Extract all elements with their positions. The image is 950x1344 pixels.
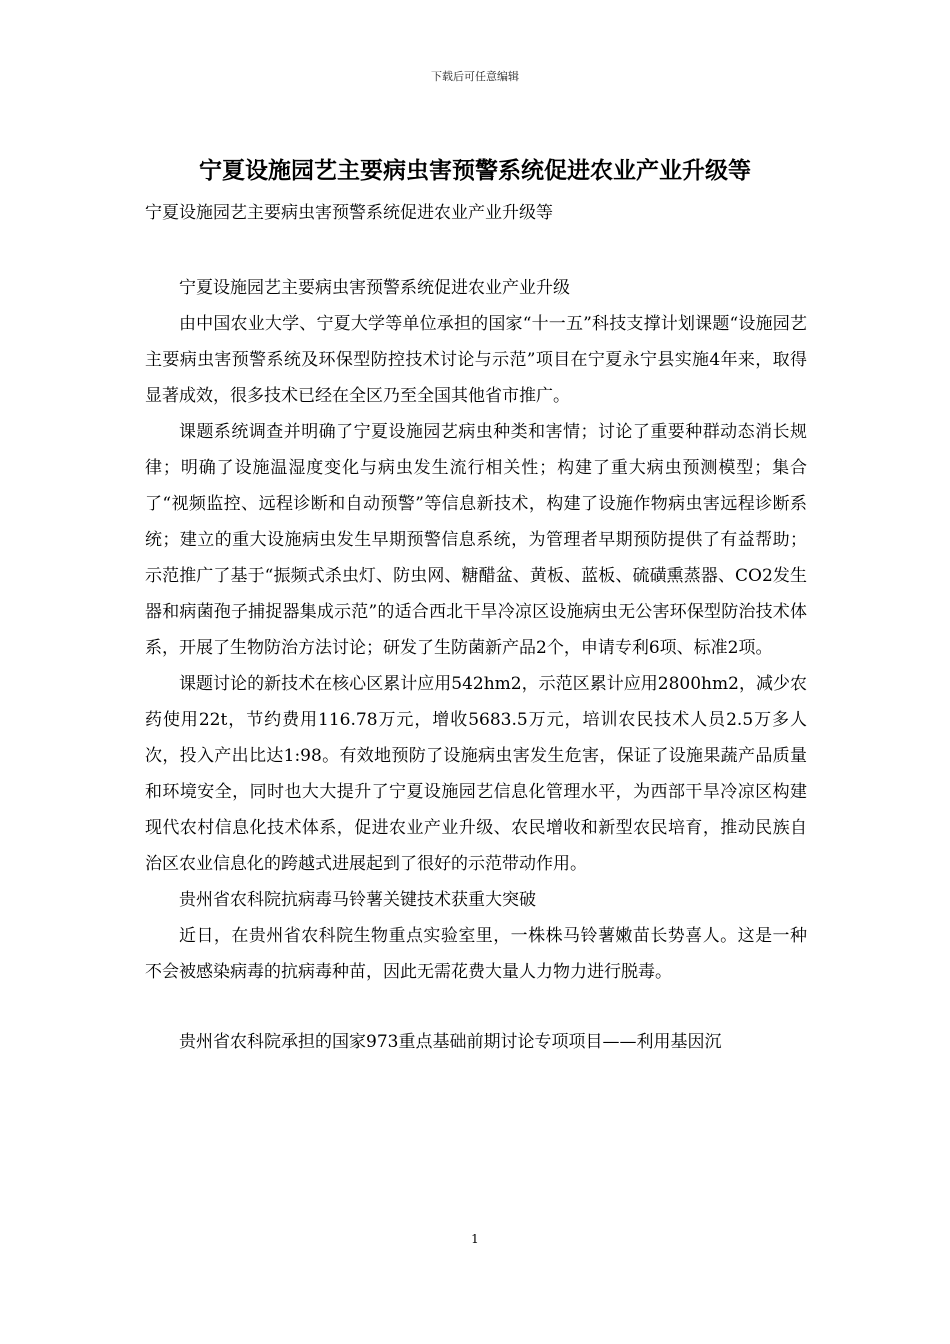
- paragraph: 近日，在贵州省农科院生物重点实验室里，一株株马铃薯嫩苗长势喜人。这是一种不会被感染病毒的抗病毒种苗，因此无需花费大量人力物力进行脱毒。: [145, 926, 807, 982]
- paragraph: 课题讨论的新技术在核心区累计应用542hm2，示范区累计应用2800hm2，减少农药使用22t，节约费用116.78万元，增收5683.5万元，培训农民技术人员2.5万多人次，投入产出比达1:98。有效地预防了设施病虫害发生危害，保证了设施果蔬产品质量和环境安全，同时也大大提升了宁夏设施园艺信息化管理水平，为西部干旱冷凉区构建现代农村信息化技术体系，促进农业产业升级、农民增收和新型农民培育，推动民族自治区农业信息化的跨越式进展起到了很好的示范带动作用。: [145, 674, 807, 874]
- paragraph: 贵州省农科院承担的国家973重点基础前期讨论专项项目——利用基因沉: [179, 1032, 722, 1052]
- paragraph-heading-ningxia: 宁夏设施园艺主要病虫害预警系统促进农业产业升级: [179, 278, 570, 298]
- page-number: 1: [471, 1232, 479, 1246]
- paragraph: 由中国农业大学、宁夏大学等单位承担的国家“十一五”科技支撑计划课题“设施园艺主要病虫害预警系统及环保型防控技术讨论与示范”项目在宁夏永宁县实施4年来，取得显著成效，很多技术已经在全区乃至全国其他省市推广。: [145, 314, 807, 406]
- header-note: 下载后可任意编辑: [431, 70, 519, 83]
- paragraph: 课题系统调查并明确了宁夏设施园艺病虫种类和害情；讨论了重要种群动态消长规律；明确了设施温湿度变化与病虫发生流行相关性；构建了重大病虫预测模型；集合了“视频监控、远程诊断和自动预警”等信息新技术，构建了设施作物病虫害远程诊断系统；建立的重大设施病虫发生早期预警信息系统，为管理者早期预防提供了有益帮助；示范推广了基于“振频式杀虫灯、防虫网、糖醋盆、黄板、蓝板、硫磺熏蒸器、CO2发生器和病菌孢子捕捉器集成示范”的适合西北干旱冷凉区设施病虫无公害环保型防治技术体系，开展了生物防治方法讨论；研发了生防菌新产品2个，申请专利6项、标准2项。: [145, 422, 807, 658]
- body-text: [145, 270, 807, 1060]
- paragraph-heading-guizhou: 贵州省农科院抗病毒马铃薯关键技术获重大突破: [179, 890, 536, 910]
- document-subtitle: 宁夏设施园艺主要病虫害预警系统促进农业产业升级等: [145, 203, 553, 223]
- document-title: 宁夏设施园艺主要病虫害预警系统促进农业产业升级等: [199, 157, 751, 184]
